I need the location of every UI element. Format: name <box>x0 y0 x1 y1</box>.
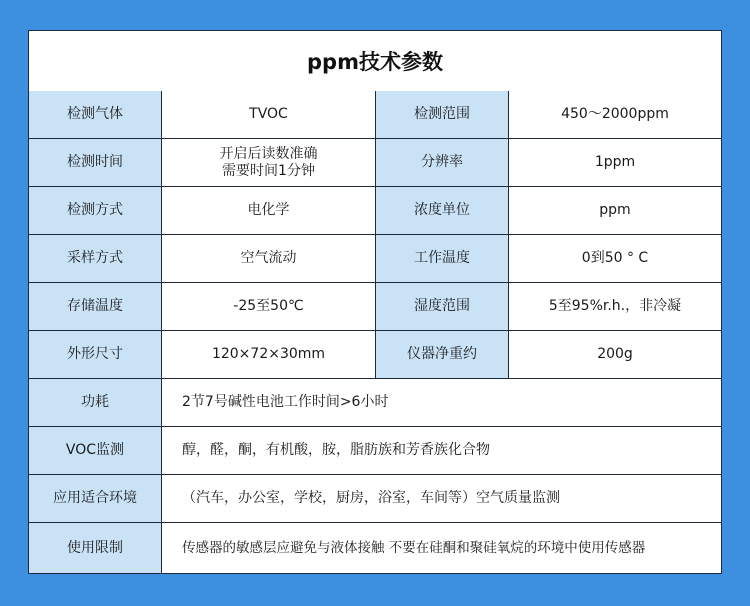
value-power: 2节7号碱性电池工作时间>6小时 <box>162 379 721 427</box>
value-voc: 醇，醛，酮，有机酸，胺，脂肪族和芳香族化合物 <box>162 427 721 475</box>
label-sampling: 采样方式 <box>29 235 162 283</box>
value-resolution: 1ppm <box>509 139 721 187</box>
value-work-temp: 0到50 ° C <box>509 235 721 283</box>
label-storage-temp: 存储温度 <box>29 283 162 331</box>
value-unit: ppm <box>509 187 721 235</box>
value-restrictions: 传感器的敏感层应避免与液体接触 不要在硅酮和聚硅氧烷的环境中使用传感器 <box>162 523 721 573</box>
value-method: 电化学 <box>162 187 376 235</box>
table-title: ppm技术参数 <box>29 31 721 92</box>
label-detect-time: 检测时间 <box>29 139 162 187</box>
label-voc: VOC监测 <box>29 427 162 475</box>
value-detect-time: 开启后读数准确 需要时间1分钟 <box>162 139 376 187</box>
value-sampling: 空气流动 <box>162 235 376 283</box>
value-storage-temp: -25至50℃ <box>162 283 376 331</box>
label-unit: 浓度单位 <box>376 187 509 235</box>
value-gas: TVOC <box>162 91 376 139</box>
value-weight: 200g <box>509 331 721 379</box>
value-dimensions: 120×72×30mm <box>162 331 376 379</box>
label-dimensions: 外形尺寸 <box>29 331 162 379</box>
label-method: 检测方式 <box>29 187 162 235</box>
label-humidity: 湿度范围 <box>376 283 509 331</box>
value-range: 450～2000ppm <box>509 91 721 139</box>
label-power: 功耗 <box>29 379 162 427</box>
value-humidity: 5至95%r.h.，非冷凝 <box>509 283 721 331</box>
label-work-temp: 工作温度 <box>376 235 509 283</box>
label-environment: 应用适合环境 <box>29 475 162 523</box>
label-range: 检测范围 <box>376 91 509 139</box>
value-environment: （汽车，办公室，学校，厨房，浴室，车间等）空气质量监测 <box>162 475 721 523</box>
label-weight: 仪器净重约 <box>376 331 509 379</box>
label-resolution: 分辨率 <box>376 139 509 187</box>
label-restrictions: 使用限制 <box>29 523 162 573</box>
label-gas: 检测气体 <box>29 91 162 139</box>
spec-table <box>28 30 722 574</box>
